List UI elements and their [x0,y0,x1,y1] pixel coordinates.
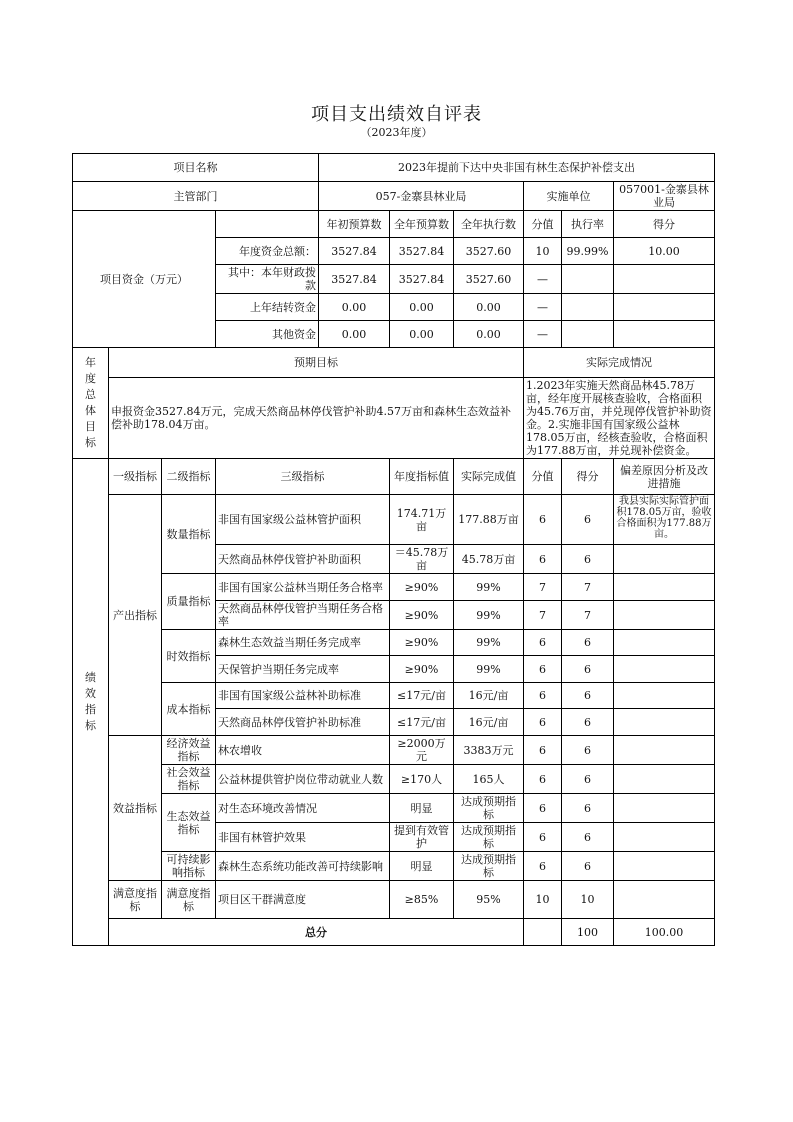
perf-score: 7 [562,574,614,601]
fund-header-cell: 分值 [524,211,562,238]
perf-target: ≥170人 [390,765,454,794]
perf-l1: 产出指标 [109,495,162,736]
perf-l2: 成本指标 [162,683,216,736]
goal-expected-label: 预期目标 [109,348,524,378]
fund-cell [562,321,614,348]
perf-actual: 达成预期指标 [454,794,524,823]
perf-row [73,574,715,601]
perf-target: ≥90% [390,630,454,656]
fund-label [73,211,216,348]
perf-target: ≤17元/亩 [390,683,454,709]
page-subtitle-year: （2023年度） [360,126,433,139]
perf-header-cell: 年度指标值 [390,459,454,495]
perf-l3: 项目区干群满意度 [216,881,390,919]
perf-header-cell: 二级指标 [162,459,216,495]
perf-row [73,495,715,545]
perf-score: 6 [562,683,614,709]
goal-expected-text: 申报资金3527.84万元，完成天然商品林停伐管护补助4.57万亩和森林生态效益补偿补助178.04万亩。 [109,378,524,459]
perf-score: 6 [562,630,614,656]
perf-row [73,881,715,919]
perf-score: 6 [562,736,614,765]
evaluation-table [72,153,715,946]
perf-score: 6 [562,656,614,683]
perf-row [73,683,715,709]
perf-remark [614,736,715,765]
fund-cell: — [524,265,562,294]
perf-remark [614,709,715,736]
perf-l3: 天然商品林停伐管护当期任务合格率 [216,601,390,630]
total-label: 总分 [109,919,524,946]
impl-label: 实施单位 [524,182,614,211]
perf-actual: 165人 [454,765,524,794]
perf-header-row [73,459,715,495]
perf-remark [614,765,715,794]
perf-remark [614,852,715,881]
fund-row-name: 其中：本年财政拨款 [216,265,319,294]
goal-actual-text: 1.2023年实施天然商品林45.78万亩，经年度开展核查验收，合格面积为45.76万亩，并兑现停伐管护补助资金。2.实施非国有国家级公益林178.05万亩，经核查验收，合格面积为177.88万亩，并兑现补偿资金。 [524,378,715,459]
perf-target: 明显 [390,852,454,881]
fund-cell: 0.00 [454,294,524,321]
fund-cell: 99.99% [562,238,614,265]
project-name-label: 项目名称 [73,154,319,182]
project-name-row [73,154,715,182]
perf-weight: 6 [524,765,562,794]
perf-header-cell: 一级指标 [109,459,162,495]
perf-actual: 45.78万亩 [454,545,524,574]
perf-row [73,765,715,794]
perf-weight: 6 [524,630,562,656]
perf-actual: 99% [454,574,524,601]
goal-header-row [73,348,715,378]
page-title: 项目支出绩效自评表 [311,104,482,125]
perf-target: ＝45.78万亩 [390,545,454,574]
perf-actual: 99% [454,601,524,630]
perf-weight: 6 [524,545,562,574]
perf-l3: 非国有国家公益林当期任务合格率 [216,574,390,601]
perf-l3: 天保管护当期任务完成率 [216,656,390,683]
perf-row [73,736,715,765]
total-score: 100.00 [614,919,715,946]
fund-header-cell: 得分 [614,211,715,238]
total-row [73,919,715,946]
perf-remark [614,881,715,919]
perf-l3: 林农增收 [216,736,390,765]
perf-row [73,852,715,881]
fund-header-cell: 年初预算数 [319,211,390,238]
perf-remark: 我县实际实际管护面积178.05万亩，验收合格面积为177.88万亩。 [614,495,715,545]
perf-actual: 16元/亩 [454,709,524,736]
goal-label [73,348,109,459]
perf-label-text: 绩效指标 [85,671,96,732]
perf-actual: 99% [454,630,524,656]
perf-weight: 7 [524,574,562,601]
perf-score: 10 [562,881,614,919]
fund-cell [562,265,614,294]
perf-remark [614,574,715,601]
perf-target: ≥90% [390,601,454,630]
perf-weight: 6 [524,656,562,683]
fund-cell: 3527.60 [454,238,524,265]
fund-cell: 3527.84 [319,265,390,294]
perf-header-cell: 得分 [562,459,614,495]
fund-cell [614,294,715,321]
perf-weight: 6 [524,709,562,736]
perf-l3: 对生态环境改善情况 [216,794,390,823]
perf-header-cell: 三级指标 [216,459,390,495]
perf-weight: 6 [524,794,562,823]
fund-cell: 0.00 [319,321,390,348]
perf-l3: 非国有林管护效果 [216,823,390,852]
perf-score: 7 [562,601,614,630]
total-weight: 100 [562,919,614,946]
fund-header-cell: 执行率 [562,211,614,238]
perf-actual: 16元/亩 [454,683,524,709]
perf-weight: 10 [524,881,562,919]
perf-remark [614,601,715,630]
fund-cell: — [524,294,562,321]
perf-header-cell: 实际完成值 [454,459,524,495]
perf-l3: 天然商品林停伐管护补助面积 [216,545,390,574]
perf-label [73,459,109,946]
project-name-value: 2023年提前下达中央非国有林生态保护补偿支出 [319,154,715,182]
fund-header-blank [216,211,319,238]
fund-cell: 10 [524,238,562,265]
perf-score: 6 [562,852,614,881]
perf-l1: 满意度指标 [109,881,162,919]
fund-row-name: 其他资金 [216,321,319,348]
total-blank [524,919,562,946]
perf-header-cell: 分值 [524,459,562,495]
goal-content-row [73,378,715,459]
fund-cell: 3527.60 [454,265,524,294]
perf-weight: 7 [524,601,562,630]
fund-header-cell: 全年执行数 [454,211,524,238]
perf-l2: 生态效益指标 [162,794,216,852]
perf-actual: 95% [454,881,524,919]
dept-value: 057-金寨县林业局 [319,182,524,211]
perf-target: ≥90% [390,656,454,683]
perf-actual: 177.88万亩 [454,495,524,545]
fund-cell [614,321,715,348]
perf-weight: 6 [524,495,562,545]
perf-l3: 森林生态效益当期任务完成率 [216,630,390,656]
fund-header-cell: 全年预算数 [390,211,454,238]
fund-cell: 3527.84 [319,238,390,265]
perf-actual: 3383万元 [454,736,524,765]
perf-weight: 6 [524,683,562,709]
perf-remark [614,683,715,709]
perf-score: 6 [562,545,614,574]
perf-target: 明显 [390,794,454,823]
fund-cell: 0.00 [390,321,454,348]
perf-remark [614,794,715,823]
fund-row-name: 年度资金总额： [216,238,319,265]
perf-target: ≥2000万元 [390,736,454,765]
perf-remark [614,545,715,574]
perf-target: ≤17元/亩 [390,709,454,736]
perf-l2: 可持续影响指标 [162,852,216,881]
fund-cell: 0.00 [454,321,524,348]
perf-score: 6 [562,765,614,794]
fund-label-text: 项目资金（万元） [100,272,188,286]
perf-l3: 非国有国家级公益林补助标准 [216,683,390,709]
perf-remark [614,656,715,683]
perf-l3: 森林生态系统功能改善可持续影响 [216,852,390,881]
perf-actual: 达成预期指标 [454,823,524,852]
fund-cell: 0.00 [390,294,454,321]
perf-l2: 时效指标 [162,630,216,683]
fund-cell [614,265,715,294]
perf-l3: 非国有国家级公益林管护面积 [216,495,390,545]
perf-actual: 99% [454,656,524,683]
dept-label: 主管部门 [73,182,319,211]
perf-score: 6 [562,709,614,736]
perf-l3: 天然商品林停伐管护补助标准 [216,709,390,736]
fund-header-row [73,211,715,238]
impl-value: 057001-金寨县林业局 [614,182,715,211]
perf-l2: 数量指标 [162,495,216,574]
perf-remark [614,823,715,852]
fund-cell [562,294,614,321]
perf-row [73,630,715,656]
perf-weight: 6 [524,736,562,765]
goal-actual-label: 实际完成情况 [524,348,715,378]
fund-cell: 3527.84 [390,265,454,294]
perf-l2: 经济效益指标 [162,736,216,765]
fund-row-name: 上年结转资金 [216,294,319,321]
perf-target: 提到有效管护 [390,823,454,852]
fund-cell: 10.00 [614,238,715,265]
perf-target: 174.71万亩 [390,495,454,545]
perf-actual: 达成预期指标 [454,852,524,881]
perf-weight: 6 [524,852,562,881]
perf-target: ≥90% [390,574,454,601]
goal-label-text: 年度总体目标 [85,356,96,449]
perf-header-cell: 偏差原因分析及改进措施 [614,459,715,495]
perf-l1: 效益指标 [109,736,162,881]
perf-remark [614,630,715,656]
fund-cell: — [524,321,562,348]
perf-target: ≥85% [390,881,454,919]
perf-score: 6 [562,794,614,823]
perf-l2: 社会效益指标 [162,765,216,794]
fund-cell: 0.00 [319,294,390,321]
perf-weight: 6 [524,823,562,852]
perf-l3: 公益林提供管护岗位带动就业人数 [216,765,390,794]
perf-l2: 质量指标 [162,574,216,630]
perf-score: 6 [562,495,614,545]
fund-cell: 3527.84 [390,238,454,265]
department-row [73,182,715,211]
perf-score: 6 [562,823,614,852]
perf-row [73,794,715,823]
perf-l2: 满意度指标 [162,881,216,919]
